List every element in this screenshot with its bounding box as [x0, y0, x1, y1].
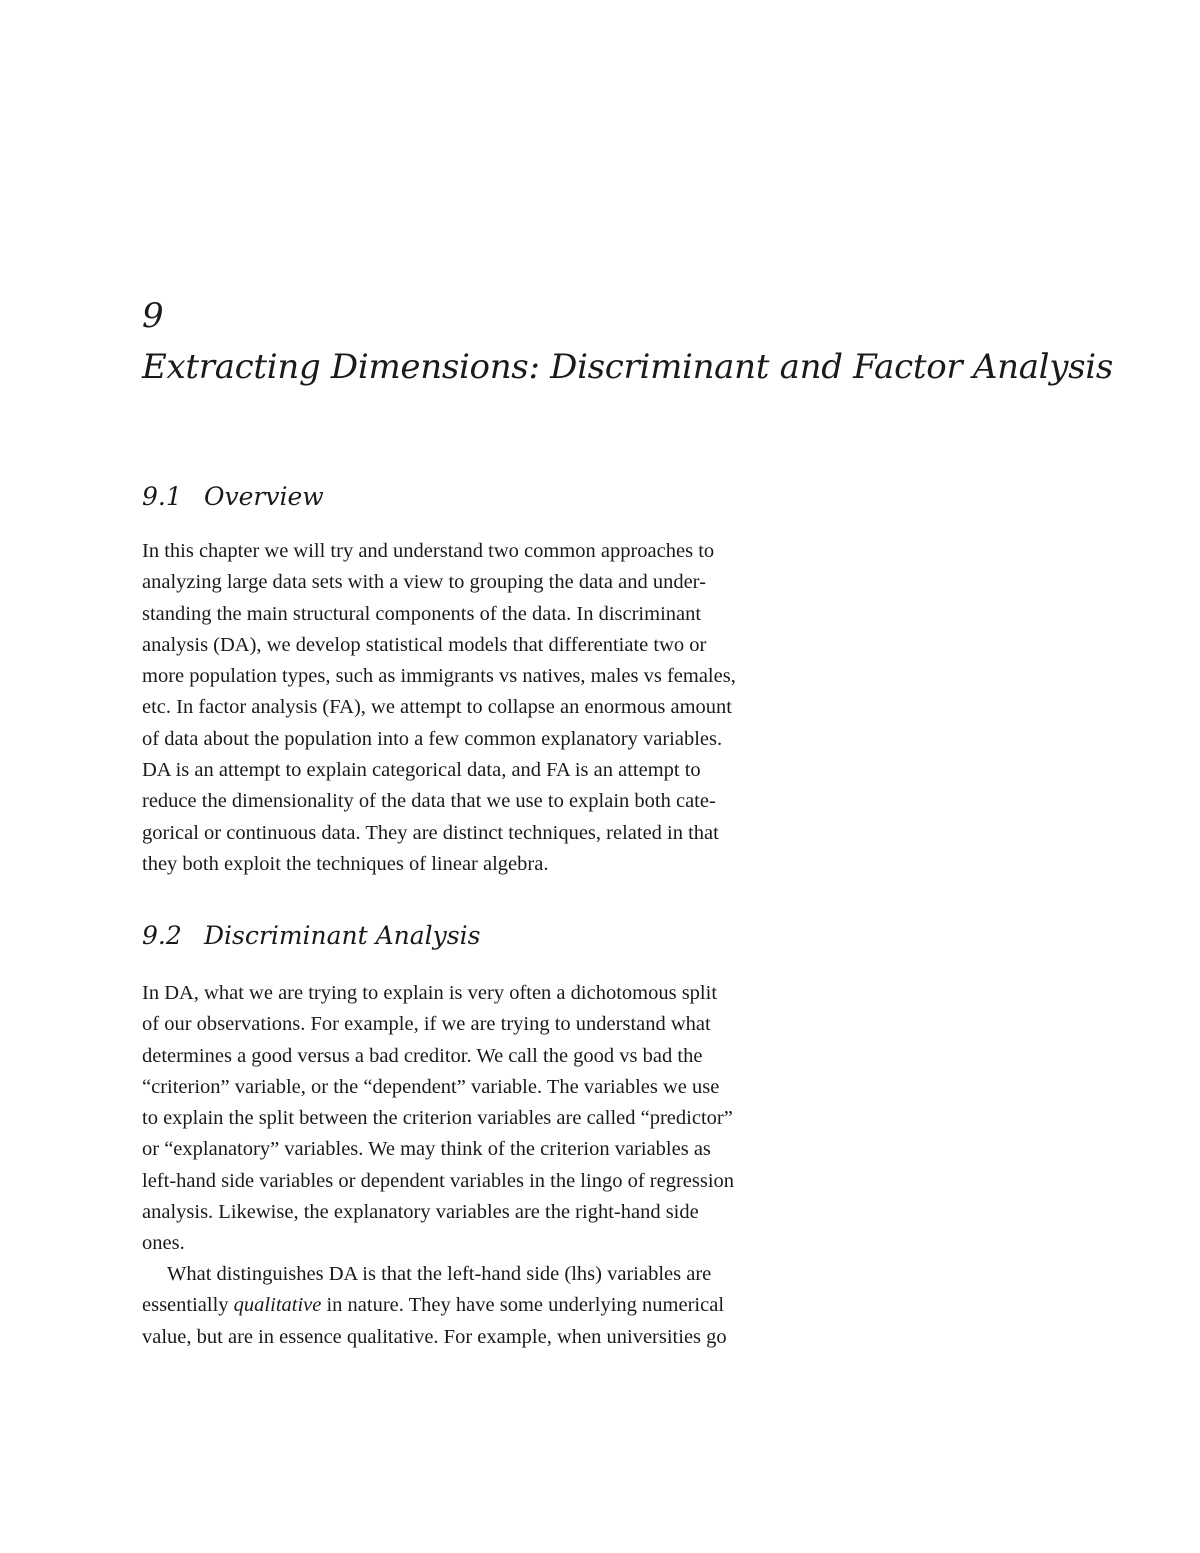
- discriminant-analysis-paragraph-2: [142, 1259, 842, 1353]
- text-line: reduce the dimensionality of the data that we use to explain both cate-: [142, 790, 716, 813]
- text-line: left-hand side variables or dependent variables in the lingo of regression: [142, 1169, 735, 1192]
- section-title: Overview: [204, 482, 324, 511]
- text-line: of our observations. For example, if we are trying to understand what: [142, 1013, 711, 1036]
- text-line: analysis. Likewise, the explanatory variables are the right-hand side: [142, 1201, 699, 1224]
- text-line: “criterion” variable, or the “dependent” variable. The variables we use: [142, 1075, 720, 1098]
- section-number: 9.1: [142, 482, 182, 511]
- section-number: 9.2: [142, 921, 182, 950]
- text-line: ones.: [142, 1232, 185, 1255]
- text-line: In this chapter we will try and understand two common approaches to: [142, 540, 715, 562]
- text-run: essentially: [142, 1294, 234, 1317]
- text-line: In DA, what we are trying to explain is very often a dichotomous split: [142, 982, 718, 1004]
- discriminant-analysis-paragraph-1: [142, 978, 842, 1260]
- text-run: in nature. They have some underlying numerical: [321, 1294, 725, 1317]
- section-title: Discriminant Analysis: [204, 921, 481, 950]
- text-line: they both exploit the techniques of linear algebra.: [142, 852, 549, 875]
- text-line: or “explanatory” variables. We may think of the criterion variables as: [142, 1138, 711, 1161]
- overview-paragraph: [142, 536, 842, 880]
- text-line: [142, 1290, 842, 1321]
- text-line: gorical or continuous data. They are distinct techniques, related in that: [142, 821, 719, 844]
- chapter-title: Extracting Dimensions: Discriminant and Factor Analysis: [142, 347, 1114, 387]
- text-line: etc. In factor analysis (FA), we attempt to collapse an enormous amount: [142, 696, 732, 719]
- text-line: to explain the split between the criterion variables are called “predictor”: [142, 1107, 733, 1130]
- emphasized-term: qualitative: [233, 1294, 322, 1317]
- text-line: standing the main structural components of the data. In discriminant: [142, 602, 702, 625]
- text-line: of data about the population into a few common explanatory variables.: [142, 727, 723, 750]
- text-line: analysis (DA), we develop statistical models that differentiate two or: [142, 633, 707, 656]
- text-line: What distinguishes DA is that the left-hand side (lhs) variables are: [167, 1263, 712, 1285]
- text-line: DA is an attempt to explain categorical data, and FA is an attempt to: [142, 759, 701, 782]
- text-line: value, but are in essence qualitative. For example, when universities go: [142, 1325, 727, 1348]
- chapter-number: 9: [142, 296, 164, 336]
- text-line: more population types, such as immigrants vs natives, males vs females,: [142, 665, 736, 688]
- text-line: determines a good versus a bad creditor. We call the good vs bad the: [142, 1044, 703, 1067]
- section-heading-discriminant-analysis: [142, 920, 480, 952]
- section-heading-overview: [142, 481, 324, 513]
- text-line: analyzing large data sets with a view to grouping the data and under-: [142, 571, 706, 594]
